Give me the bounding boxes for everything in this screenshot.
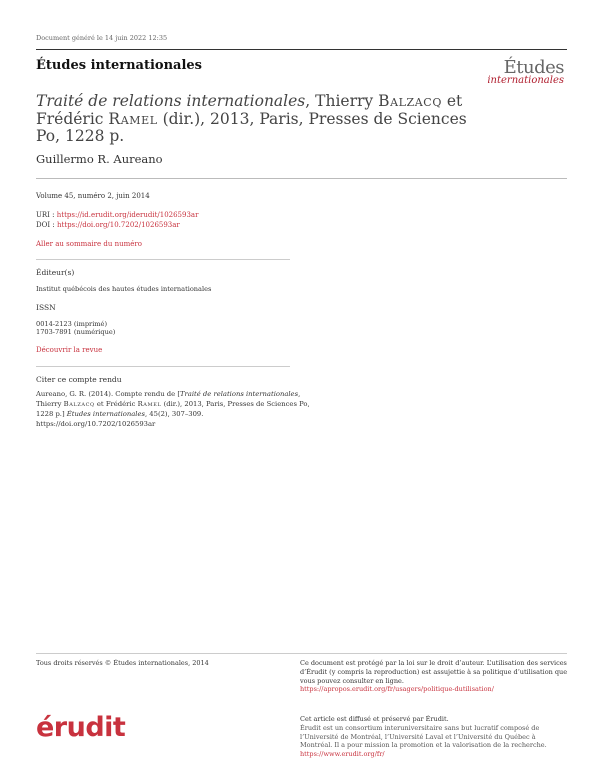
generated-date: Document généré le 14 juin 2022 12:35 [36, 34, 168, 42]
consortium-text: Érudit est un consortium interuniversitaire sans but lucratif composé de l’Université de Montréal, l’Université Laval et l’Université du Québec à Montréal. Il a pour mission la promotion et la valorisation de la recherche. [300, 723, 547, 750]
policy-link[interactable]: https://apropos.erudit.org/fr/usagers/politique-dutilisation/ [300, 685, 494, 694]
citation-author-1: Balzacq [63, 400, 95, 408]
title-part: , Thierry [305, 92, 379, 110]
cite-label: Citer ce compte rendu [36, 375, 122, 384]
divider [36, 366, 290, 367]
citation-italic: Traité de relations internationales [180, 390, 299, 398]
divider [36, 178, 567, 179]
publisher-name: Institut québécois des hautes études internationales [36, 285, 212, 293]
doi-label: DOI : [36, 221, 57, 229]
issn-digital: 1703-7891 (numérique) [36, 328, 116, 336]
copyright-text: Ce document est protégé par la loi sur le droit d’auteur. L’utilisation des services d’Érudit (y compris la reproduction) est assujettie à sa politique d’utilisation que vous pouvez consulter en ligne. [300, 659, 568, 685]
title-italic: Traité de relations internationales [36, 92, 306, 110]
erudit-logo: érudit [36, 712, 126, 743]
article-title [36, 93, 476, 146]
citation-part: et Frédéric [94, 400, 138, 408]
publisher-label: Éditeur(s) [36, 268, 75, 277]
citation-part: (dir.), 2013, Paris, Presses de Sciences Po, 1228 p.] [36, 400, 310, 418]
citation-journal: Études internationales [66, 410, 145, 418]
article-author: Guillermo R. Aureano [36, 152, 163, 166]
citation-text [36, 389, 316, 429]
volume-info: Volume 45, numéro 2, juin 2014 [36, 192, 150, 200]
logo-top-text: Études [503, 57, 564, 78]
erudit-link[interactable]: https://www.erudit.org/fr/ [300, 750, 385, 759]
toc-link[interactable]: Aller au sommaire du numéro [36, 240, 142, 248]
rights-text: Tous droits réservés © Études internationales, 2014 [36, 659, 209, 667]
title-part: (dir.), 2013, Paris, Presses de Sciences Po, 1228 p. [36, 109, 467, 145]
doi-link[interactable]: https://doi.org/10.7202/1026593ar [56, 221, 180, 229]
uri-line [36, 210, 198, 220]
doi-line [36, 220, 180, 230]
divider [36, 259, 290, 260]
issn-print: 0014-2123 (imprimé) [36, 320, 108, 328]
citation-part: , Thierry [36, 390, 301, 408]
title-author-2: Ramel [108, 109, 158, 128]
copyright-notice [300, 659, 568, 694]
logo-bottom-text: internationales [487, 75, 564, 86]
issn-label: ISSN [36, 303, 56, 312]
title-part: et Frédéric [36, 92, 463, 128]
citation-part: , 45(2), 307–309. https://doi.org/10.7202/1026593ar [36, 410, 204, 428]
header-divider [36, 49, 567, 50]
journal-logo [482, 59, 564, 86]
discover-journal-link[interactable]: Découvrir la revue [36, 346, 103, 354]
uri-label: URI : [36, 211, 57, 219]
uri-link[interactable]: https://id.erudit.org/iderudit/1026593ar [56, 211, 199, 219]
diffuse-text: Cet article est diffusé et préservé par Érudit. [300, 715, 449, 723]
title-author-1: Balzacq [378, 92, 442, 110]
erudit-notice [300, 715, 568, 759]
citation-part: Aureano, G. R. (2014). Compte rendu de [ [36, 390, 180, 398]
footer-divider [36, 653, 567, 654]
journal-name: Études internationales [36, 58, 202, 73]
citation-author-2: Ramel [137, 400, 162, 408]
